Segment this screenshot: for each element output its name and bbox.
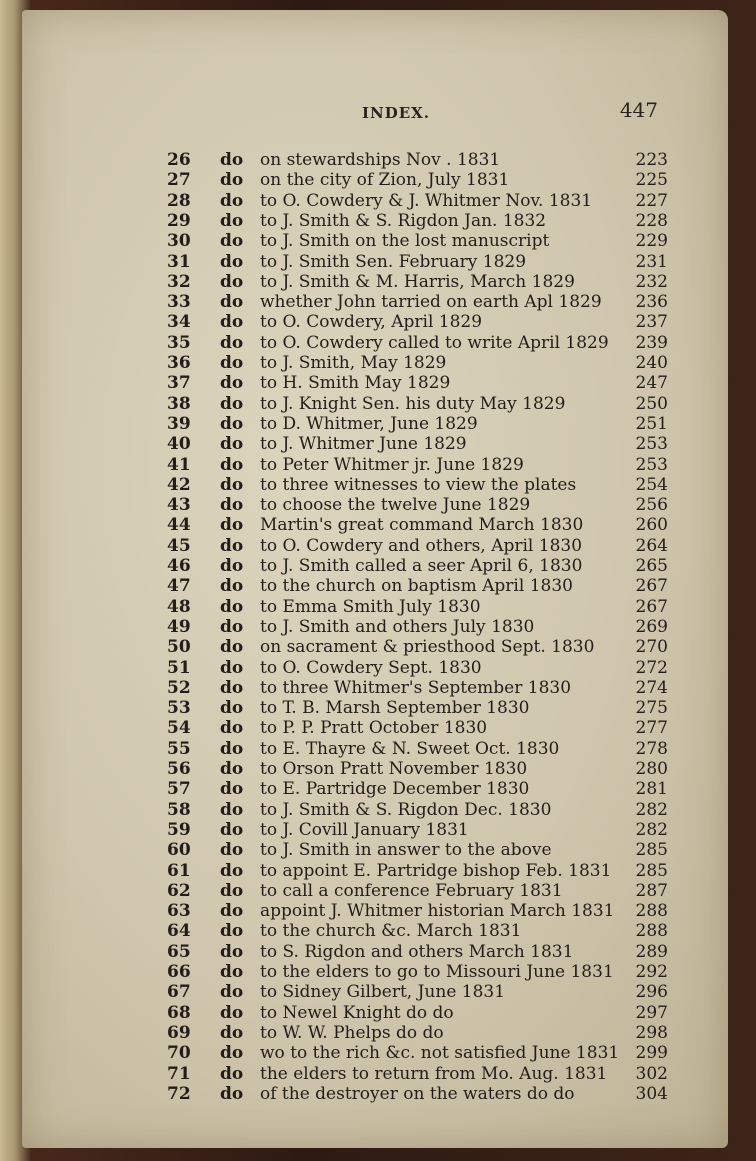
entry-number: 47 [167,576,191,597]
index-entry [22,353,728,373]
entry-description: to Peter Whitmer jr. June 1829 [260,454,524,475]
entry-description: wo to the rich &c. not satisfied June 1831 [260,1043,620,1064]
entry-number: 26 [167,150,191,170]
ditto-mark: do [220,637,244,658]
entry-number: 48 [167,596,191,617]
entry-page-number: 281 [635,779,668,800]
ditto-mark: do [220,596,244,617]
entry-page-number: 240 [635,353,668,373]
entry-number: 56 [167,759,191,779]
entry-page-number: 267 [635,596,668,617]
page-number: 447 [619,98,658,122]
entry-page-number: 256 [635,495,668,516]
index-entry [22,312,728,332]
ditto-mark: do [220,413,244,434]
entry-page-number: 227 [635,190,668,211]
entry-description: to call a conference February 1831 [260,880,563,901]
entry-description: to J. Smith and others July 1830 [260,616,535,637]
index-entry [22,901,728,921]
ditto-mark: do [220,779,244,800]
index-entry [22,170,728,190]
ditto-mark: do [220,657,244,678]
entry-number: 62 [167,880,191,901]
index-entry [22,434,728,454]
entry-page-number: 251 [635,413,668,434]
index-entry [22,475,728,495]
entry-page-number: 299 [635,1043,668,1064]
entry-page-number: 265 [635,556,668,576]
entry-page-number: 254 [635,474,668,495]
index-entry [22,982,728,1002]
entry-page-number: 274 [635,677,668,698]
entry-page-number: 285 [635,860,668,881]
page-header [22,98,728,128]
index-entry [22,861,728,881]
ditto-mark: do [220,474,244,495]
ditto-mark: do [220,231,244,252]
entry-description: on stewardships Nov . 1831 [260,150,501,170]
ditto-mark: do [220,373,244,394]
entry-number: 55 [167,738,191,759]
entry-number: 45 [167,535,191,556]
entry-description: to J. Smith in answer to the above [260,840,552,861]
index-entry [22,718,728,738]
entry-number: 39 [167,413,191,434]
index-entry [22,211,728,231]
entry-description: appoint J. Whitmer historian March 1831 [260,901,615,922]
entry-page-number: 229 [635,231,668,252]
ditto-mark: do [220,941,244,962]
ditto-mark: do [220,677,244,698]
index-entry [22,150,728,170]
entry-number: 66 [167,962,191,982]
entry-description: to Orson Pratt November 1830 [260,759,528,779]
ditto-mark: do [220,271,244,292]
entry-page-number: 236 [635,292,668,313]
entry-number: 60 [167,840,191,861]
index-entry [22,881,728,901]
entry-description: to J. Smith called a seer April 6, 1830 [260,556,583,576]
index-entry [22,820,728,840]
ditto-mark: do [220,210,244,231]
entry-page-number: 223 [635,150,668,170]
ditto-mark: do [220,251,244,272]
ditto-mark: do [220,332,244,353]
entry-description: to P. P. Pratt October 1830 [260,718,488,739]
ditto-mark: do [220,1083,244,1104]
index-list [22,150,728,1120]
entry-description: to J. Smith & S. Rigdon Jan. 1832 [260,210,547,231]
index-entry [22,1043,728,1063]
entry-description: to the church &c. March 1831 [260,921,522,942]
ditto-mark: do [220,616,244,637]
entry-number: 67 [167,982,191,1003]
entry-description: to H. Smith May 1829 [260,373,451,394]
ditto-mark: do [220,860,244,881]
entry-number: 65 [167,941,191,962]
entry-number: 50 [167,637,191,658]
index-entry [22,942,728,962]
ditto-mark: do [220,921,244,942]
ditto-mark: do [220,292,244,313]
ditto-mark: do [220,515,244,536]
ditto-mark: do [220,819,244,840]
index-entry [22,576,728,596]
entry-page-number: 250 [635,393,668,414]
entry-number: 58 [167,799,191,820]
entry-page-number: 288 [635,901,668,922]
index-entry [22,1064,728,1084]
entry-number: 30 [167,231,191,252]
index-entry [22,759,728,779]
ditto-mark: do [220,698,244,719]
entry-page-number: 282 [635,819,668,840]
entry-description: whether John tarried on earth Apl 1829 [260,292,602,313]
entry-description: to T. B. Marsh September 1830 [260,698,530,719]
entry-page-number: 278 [635,738,668,759]
entry-number: 49 [167,616,191,637]
entry-number: 68 [167,1002,191,1023]
entry-description: on the city of Zion, July 1831 [260,170,510,191]
ditto-mark: do [220,495,244,516]
index-entry [22,678,728,698]
entry-number: 51 [167,657,191,678]
entry-page-number: 302 [635,1063,668,1084]
entry-description: to Newel Knight do do [260,1002,454,1023]
entry-number: 64 [167,921,191,942]
index-entry [22,617,728,637]
ditto-mark: do [220,718,244,739]
ditto-mark: do [220,901,244,922]
entry-description: to O. Cowdery called to write April 1829 [260,332,609,353]
ditto-mark: do [220,312,244,333]
index-entry [22,637,728,657]
entry-description: to J. Covill January 1831 [260,819,469,840]
entry-number: 44 [167,515,191,536]
ditto-mark: do [220,190,244,211]
entry-page-number: 239 [635,332,668,353]
entry-description: to E. Thayre & N. Sweet Oct. 1830 [260,738,560,759]
entry-page-number: 253 [635,434,668,455]
index-entry [22,1084,728,1104]
index-entry [22,1023,728,1043]
entry-number: 33 [167,292,191,313]
ditto-mark: do [220,738,244,759]
ditto-mark: do [220,1043,244,1064]
ditto-mark: do [220,434,244,455]
entry-description: to J. Whitmer June 1829 [260,434,467,455]
entry-number: 52 [167,677,191,698]
entry-number: 43 [167,495,191,516]
index-entry [22,272,728,292]
entry-number: 63 [167,901,191,922]
index-entry [22,658,728,678]
index-entry [22,921,728,941]
entry-page-number: 269 [635,616,668,637]
entry-page-number: 292 [635,962,668,982]
ditto-mark: do [220,799,244,820]
entry-page-number: 275 [635,698,668,719]
index-entry [22,556,728,576]
entry-number: 61 [167,860,191,881]
entry-page-number: 232 [635,271,668,292]
ditto-mark: do [220,759,244,779]
entry-page-number: 282 [635,799,668,820]
entry-number: 42 [167,474,191,495]
entry-page-number: 288 [635,921,668,942]
entry-description: to O. Cowdery & J. Whitmer Nov. 1831 [260,190,593,211]
index-entry [22,515,728,535]
ditto-mark: do [220,880,244,901]
entry-description: to three Whitmer's September 1830 [260,677,572,698]
entry-description: to O. Cowdery Sept. 1830 [260,657,482,678]
entry-number: 36 [167,353,191,373]
entry-page-number: 304 [635,1083,668,1104]
entry-page-number: 298 [635,1022,668,1043]
entry-number: 34 [167,312,191,333]
ditto-mark: do [220,982,244,1003]
entry-number: 37 [167,373,191,394]
index-entry [22,597,728,617]
index-entry [22,231,728,251]
index-entry [22,191,728,211]
index-entry [22,779,728,799]
entry-page-number: 225 [635,170,668,191]
entry-page-number: 297 [635,1002,668,1023]
ditto-mark: do [220,353,244,373]
entry-page-number: 272 [635,657,668,678]
entry-description: to O. Cowdery and others, April 1830 [260,535,583,556]
entry-page-number: 228 [635,210,668,231]
entry-page-number: 247 [635,373,668,394]
entry-description: to choose the twelve June 1829 [260,495,531,516]
entry-description: of the destroyer on the waters do do [260,1083,575,1104]
ditto-mark: do [220,454,244,475]
ditto-mark: do [220,556,244,576]
entry-description: to Emma Smith July 1830 [260,596,481,617]
index-entry [22,414,728,434]
entry-description: to S. Rigdon and others March 1831 [260,941,574,962]
entry-description: Martin's great command March 1830 [260,515,584,536]
running-title: INDEX. [362,104,431,122]
index-entry [22,962,728,982]
index-entry [22,1003,728,1023]
entry-number: 72 [167,1083,191,1104]
entry-number: 69 [167,1022,191,1043]
ditto-mark: do [220,535,244,556]
entry-page-number: 260 [635,515,668,536]
entry-description: to J. Smith & M. Harris, March 1829 [260,271,575,292]
index-entry [22,840,728,860]
entry-description: to Sidney Gilbert, June 1831 [260,982,506,1003]
ditto-mark: do [220,170,244,191]
entry-page-number: 237 [635,312,668,333]
entry-description: to appoint E. Partridge bishop Feb. 1831 [260,860,612,881]
book-page [22,10,728,1148]
index-entry [22,252,728,272]
entry-description: on sacrament & priesthood Sept. 1830 [260,637,595,658]
index-entry [22,373,728,393]
entry-page-number: 285 [635,840,668,861]
entry-page-number: 296 [635,982,668,1003]
ditto-mark: do [220,150,244,170]
entry-number: 59 [167,819,191,840]
ditto-mark: do [220,1002,244,1023]
entry-number: 40 [167,434,191,455]
index-entry [22,495,728,515]
entry-number: 70 [167,1043,191,1064]
ditto-mark: do [220,1063,244,1084]
entry-page-number: 289 [635,941,668,962]
entry-description: to J. Smith on the lost manuscript [260,231,550,252]
entry-number: 27 [167,170,191,191]
index-entry [22,455,728,475]
ditto-mark: do [220,576,244,597]
entry-page-number: 270 [635,637,668,658]
ditto-mark: do [220,840,244,861]
index-entry [22,394,728,414]
entry-number: 41 [167,454,191,475]
entry-number: 53 [167,698,191,719]
entry-description: to J. Smith, May 1829 [260,353,447,373]
index-entry [22,333,728,353]
entry-page-number: 287 [635,880,668,901]
entry-number: 32 [167,271,191,292]
entry-description: to J. Smith Sen. February 1829 [260,251,527,272]
entry-number: 31 [167,251,191,272]
entry-description: to J. Smith & S. Rigdon Dec. 1830 [260,799,552,820]
entry-page-number: 231 [635,251,668,272]
entry-description: to J. Knight Sen. his duty May 1829 [260,393,566,414]
entry-description: to D. Whitmer, June 1829 [260,413,478,434]
entry-number: 35 [167,332,191,353]
entry-description: to E. Partridge December 1830 [260,779,530,800]
entry-description: to W. W. Phelps do do [260,1022,444,1043]
entry-description: to the church on baptism April 1830 [260,576,573,597]
entry-page-number: 267 [635,576,668,597]
index-entry [22,698,728,718]
entry-number: 71 [167,1063,191,1084]
entry-number: 28 [167,190,191,211]
index-entry [22,739,728,759]
ditto-mark: do [220,393,244,414]
entry-description: the elders to return from Mo. Aug. 1831 [260,1063,608,1084]
entry-page-number: 277 [635,718,668,739]
entry-description: to the elders to go to Missouri June 1831 [260,962,614,982]
entry-number: 38 [167,393,191,414]
entry-page-number: 253 [635,454,668,475]
index-entry [22,800,728,820]
ditto-mark: do [220,1022,244,1043]
entry-number: 57 [167,779,191,800]
index-entry [22,536,728,556]
entry-page-number: 264 [635,535,668,556]
ditto-mark: do [220,962,244,982]
entry-number: 46 [167,556,191,576]
entry-page-number: 280 [635,759,668,779]
entry-number: 29 [167,210,191,231]
index-entry [22,292,728,312]
entry-description: to O. Cowdery, April 1829 [260,312,483,333]
entry-description: to three witnesses to view the plates [260,474,577,495]
entry-number: 54 [167,718,191,739]
